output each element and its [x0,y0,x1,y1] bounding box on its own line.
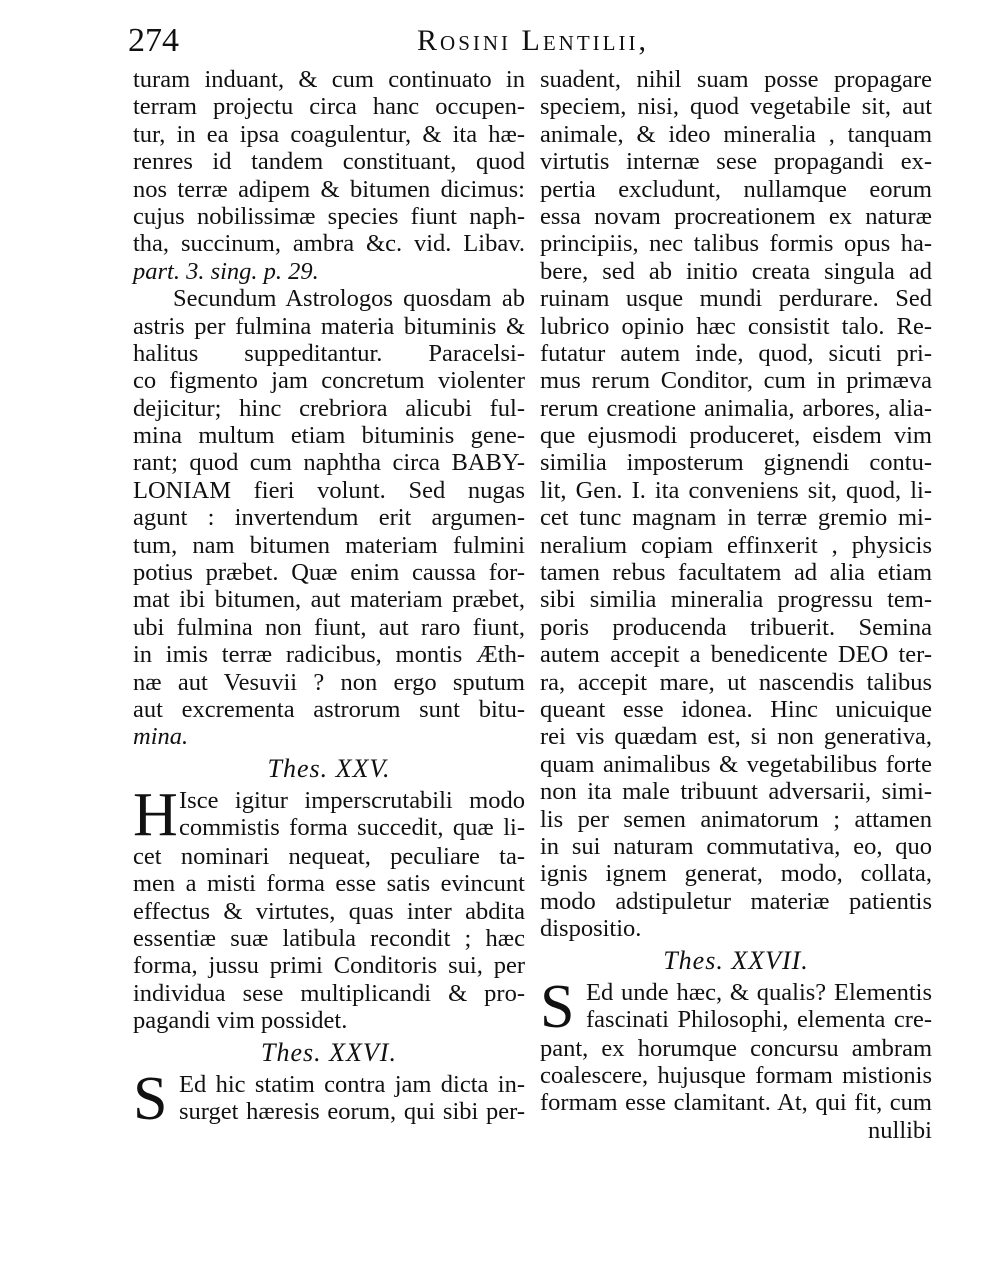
text-line: tamen rebus facultatem ad alia etiam [540,559,932,587]
text-line: principiis, nec talibus formis opus ha- [540,230,932,258]
text-line: tur, in ea ipsa coagulentur, & ita hæ- [133,120,525,148]
text-line: men a misti forma esse satis evincunt [133,870,525,898]
text-line: formam esse clamitant. At, qui fit, cum [540,1089,932,1117]
text-line: rerum creatione animalia, arbores, alia- [540,394,932,422]
text-line: speciem, nisi, quod vegetabile sit, aut [540,93,932,121]
text-line: modo adstipuletur materiæ patientis [540,887,932,915]
text-line: cet tunc magnam in terræ gremio mi- [540,504,932,532]
text-line: suadent, nihil suam posse propagare [540,66,932,93]
text-line: turam induant, & cum continuato in [133,66,525,93]
drop-cap: S [540,972,575,1041]
text-line: lubrico opinio hæc consistit talo. Re- [540,312,932,340]
text-line: Secundum Astrologos quosdam ab [173,285,525,313]
text-line: non ita male tribuunt adversarii, simi- [540,778,932,806]
text-line: halitus suppeditantur. Paracelsi- [133,339,525,367]
text-line: animale, & ideo mineralia , tanquam [540,120,932,148]
text-line: bere, sed ab initio creata singula ad [540,257,932,285]
text-line: aut excrementa astrorum sunt bitu- [133,695,525,723]
text-line: essentiæ suæ latibula recondit ; hæc [133,924,525,952]
thesis-heading-26: Thes. XXVI. [261,1037,397,1067]
text-line: virtutis internæ sese propagandi ex- [540,148,932,176]
text-line: dejicitur; hinc crebriora alicubi ful- [133,394,525,422]
text-line: coalescere, hujusque formam mistionis [540,1061,932,1089]
text-line: co figmento jam concretum violenter [133,367,525,395]
page-number: 274 [128,22,179,59]
text-line: surget hæresis eorum, qui sibi per- [179,1097,525,1125]
text-line: lit, Gen. I. ita conveniens sit, quod, li- [540,476,932,504]
text-line: rei vis quædam est, si non generativa, [540,723,932,751]
drop-cap: H [133,780,178,849]
text-line: poris producenda tribuerit. Semina [540,613,932,641]
left-column [133,66,525,1133]
text-line: cujus nobilissimæ species fiunt naph- [133,202,525,230]
text-line: commistis forma succedit, quæ li- [179,814,525,842]
text-line: effectus & virtutes, quas inter abdita [133,897,525,925]
text-line: pertia excludunt, nullamque eorum [540,175,932,203]
text-line: ubi fulmina non fiunt, aut raro fiunt, [133,613,525,641]
text-line: futatur autem inde, quod, sicuti pri- [540,339,932,367]
text-line: agunt : invertendum erit argumen- [133,504,525,532]
text-line: dispositio. [540,915,642,943]
text-line: potius præbet. Quæ enim caussa for- [133,559,525,587]
thesis-27-opening [540,972,932,1041]
text-line: essa novam procreationem ex naturæ [540,202,932,230]
thesis-25-opening [133,780,525,849]
thesis-26-opening [133,1064,525,1133]
text-line: terram projectu circa hanc occupen- [133,93,525,121]
text-line: Ed unde hæc, & qualis? Elementis [586,978,932,1006]
running-head: Rosini Lentilii, [417,24,649,57]
text-line: ignis ignem generat, modo, collata, [540,860,932,888]
text-line: lis per semen animatorum ; attamen [540,805,932,833]
text-line: rant; quod cum naphtha circa BABY- [133,449,525,477]
text-line: queant esse idonea. Hinc unicuique [540,695,932,723]
thesis-heading-27: Thes. XXVII. [663,945,809,975]
page-header [128,22,938,70]
text-line: LONIAM fieri volunt. Sed nugas [133,476,525,504]
text-line: in sui naturam commutativa, eo, quo [540,832,932,860]
text-line: mina multum etiam bituminis gene- [133,422,525,450]
text-line: mat ibi bitumen, aut materiam præbet, [133,586,525,614]
text-line: nos terræ adipem & bitumen dicimus: [133,175,525,203]
text-line: fascinati Philosophi, elementa cre- [586,1005,932,1033]
text-line: ruinam usque mundi perdurare. Sed [540,285,932,313]
text-line: neralium copiam effinxerit , physicis [540,531,932,559]
text-line: que ejusmodi produceret, eisdem vim [540,422,932,450]
text-line: pagandi vim possidet. [133,1007,348,1035]
text-line: sibi similia mineralia progressu tem- [540,586,932,614]
text-line: mus rerum Conditor, cum in primæva [540,367,932,395]
drop-cap: S [133,1064,168,1133]
text-line: in imis terræ radicibus, montis Æth- [133,641,525,669]
text-line: tum, nam bitumen materiam fulmini [133,531,525,559]
text-line: similia imposterum gignendi contu- [540,449,932,477]
text-line: næ aut Vesuvii ? non ergo sputum [133,668,525,696]
text-line: cet nominari nequeat, peculiare ta- [133,842,525,870]
text-line: quam animalibus & vegetabilibus forte [540,750,932,778]
text-line: individua sese multiplicandi & pro- [133,979,525,1007]
text-line: Isce igitur imperscrutabili modo [179,786,525,814]
catchword: nullibi [868,1116,932,1144]
text-line: Ed hic statim contra jam dicta in- [179,1070,525,1098]
text-line: part. 3. sing. p. 29. [133,257,319,285]
text-line: ra, accepit mare, ut nascendis talibus [540,668,932,696]
text-line: forma, jussu primi Conditoris sui, per [133,952,525,980]
text-line: astris per fulmina materia bituminis & [133,312,525,340]
text-line: tha, succinum, ambra &c. vid. Libav. [133,230,525,258]
text-line: autem accepit a benedicente DEO ter- [540,641,932,669]
text-line: renres id tandem constituant, quod [133,148,525,176]
text-line: pant, ex horumque concursu ambram [540,1034,932,1062]
right-column [540,66,932,1144]
thesis-heading-25: Thes. XXV. [267,753,391,783]
text-line: mina. [133,723,189,751]
